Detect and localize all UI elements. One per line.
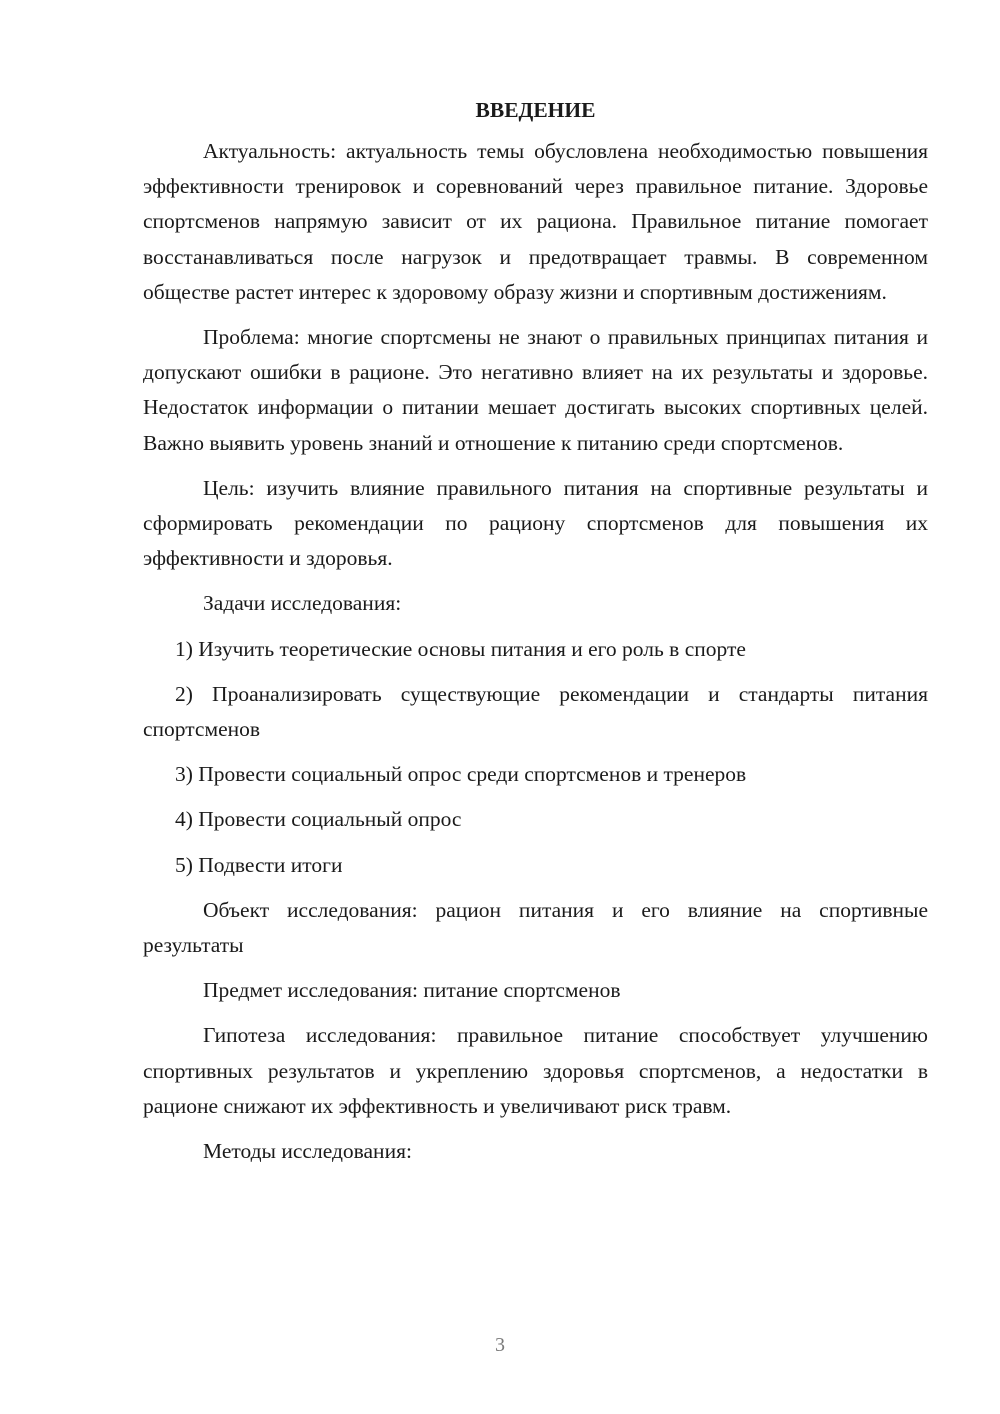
task-item-2: 2) Проанализировать существующие рекомендации и стандарты питания спортсменов	[143, 681, 928, 742]
task-item-3: 3) Провести социальный опрос среди спортсменов и тренеров	[175, 762, 747, 787]
paragraph-problem: Проблема: многие спортсмены не знают о правильных принципах питания и допускают ошибки в рационе. Это негативно влияет на их результаты и здоровье. Недостаток информации о питании мешает достигать высоких спортивных целей. Важно выявить уровень знаний и отношение к питанию среди спортсменов.	[143, 325, 928, 455]
task-item-5: 5) Подвести итоги	[175, 852, 343, 877]
paragraph-relevance: Актуальность: актуальность темы обусловлена необходимостью повышения эффективности тренировок и соревнований через правильное питание. Здоровье спортсменов напрямую зависит от их рациона. Правильное питание помогает восстанавливаться после нагрузок и предотвращает травмы. В современном обществе растет интерес к здоровому образу жизни и спортивным достижениям.	[143, 139, 928, 304]
paragraph-hypothesis: Гипотеза исследования: правильное питание способствует улучшению спортивных результатов и укреплению здоровья спортсменов, а недостатки в рационе снижают их эффективность и увеличивают риск травм.	[143, 1023, 928, 1118]
paragraph-object: Объект исследования: рацион питания и его влияние на спортивные результаты	[143, 897, 928, 958]
section-title: ВВЕДЕНИЕ	[475, 98, 596, 122]
paragraph-goal: Цель: изучить влияние правильного питания на спортивные результаты и сформировать рекомендации по рациону спортсменов для повышения их эффективности и здоровья.	[143, 475, 928, 571]
task-item-4: 4) Провести социальный опрос	[175, 807, 462, 832]
methods-heading: Методы исследования:	[203, 1139, 412, 1164]
page-number: 3	[495, 1334, 505, 1356]
page-content	[143, 95, 928, 1179]
task-item-1: 1) Изучить теоретические основы питания и его роль в спорте	[175, 636, 746, 661]
tasks-heading: Задачи исследования:	[203, 591, 402, 616]
paragraph-subject: Предмет исследования: питание спортсменов	[203, 978, 621, 1003]
